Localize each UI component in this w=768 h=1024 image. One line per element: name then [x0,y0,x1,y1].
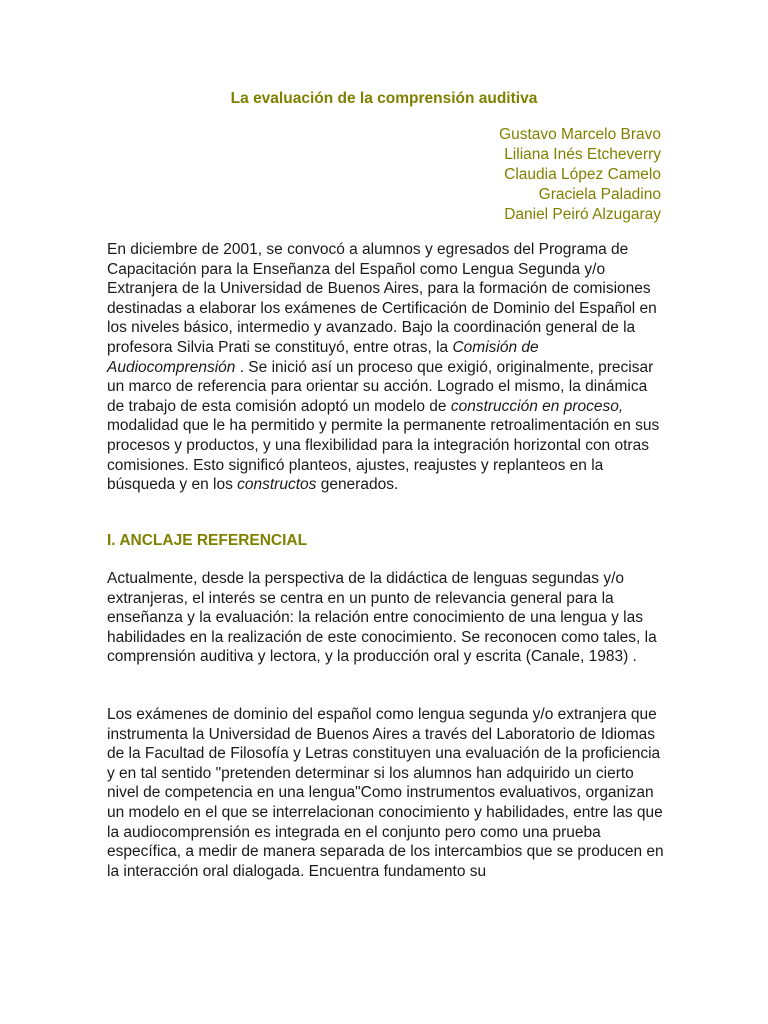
italic-term: construcción en proceso, [450,397,624,415]
author-name: Daniel Peiró Alzugaray [504,206,661,223]
section-heading: I. ANCLAJE REFERENCIAL [107,532,308,549]
author-name: Gustavo Marcelo Bravo [499,126,661,143]
document-title: La evaluación de la comprensión auditiva [230,90,538,107]
intro-paragraph [107,240,667,495]
paragraph-text: . Se inició así un proceso que exigió, originalmente, precisar un marco de referencia para orientar su acción. Logrado el mismo, la dinámica de trabajo de esta comisión adoptó un modelo de [107,358,654,415]
paragraph-text: En diciembre de 2001, se convocó a alumnos y egresados del Programa de Capacitación para la Enseñanza del Español como Lengua Segunda y/o Extranjera de la Universidad de Buenos Aires, para la formación de comisiones destinadas a elaborar los exámenes de Certificación de Dominio del Español en los niveles básico, intermedio y avanzado. Bajo la coordinación general de la profesora Silvia Prati se constituyó, entre otras, la [107,241,657,356]
italic-term: Comisión de Audiocomprensión [107,338,539,376]
author-name: Graciela Paladino [538,186,661,203]
author-list [499,125,661,225]
paragraph-text: generados. [316,476,399,494]
italic-term: constructos [237,476,317,494]
section-paragraph-2: Los exámenes de dominio del español como lengua segunda y/o extranjera que instrumenta la Universidad de Buenos Aires a través del Laboratorio de Idiomas de la Facultad de Filosofía y Letras constituyen una evaluación de la proficiencia y en tal sentido "pretenden determinar si los alumnos han adquirido un cierto nivel de competencia en una lengua"Como instrumentos evaluativos, organizan un modelo en el que se interrelacionan conocimiento y habilidades, entre las que la audiocomprensión es integrada en el conjunto pero como una prueba específica, a medir de manera separada de los intercambios que se producen en la interacción oral dialogada. Encuentra fundamento su [107,706,664,880]
author-name: Claudia López Camelo [504,166,661,183]
paragraph-text: modalidad que le ha permitido y permite la permanente retroalimentación en sus procesos y productos, y una flexibilidad para la integración horizontal con otras comisiones. Esto significó planteos, ajustes, reajustes y replanteos en la búsqueda y en los [107,417,660,494]
author-name: Liliana Inés Etcheverry [504,146,661,163]
section-paragraph-1: Actualmente, desde la perspectiva de la didáctica de lenguas segundas y/o extranjeras, el interés se centra en un punto de relevancia general para la enseñanza y la evaluación: la relación entre conocimiento de una lengua y las habilidades en la realización de este conocimiento. Se reconocen como tales, la comprensión auditiva y lectora, y la producción oral y escrita (Canale, 1983) . [107,570,657,666]
